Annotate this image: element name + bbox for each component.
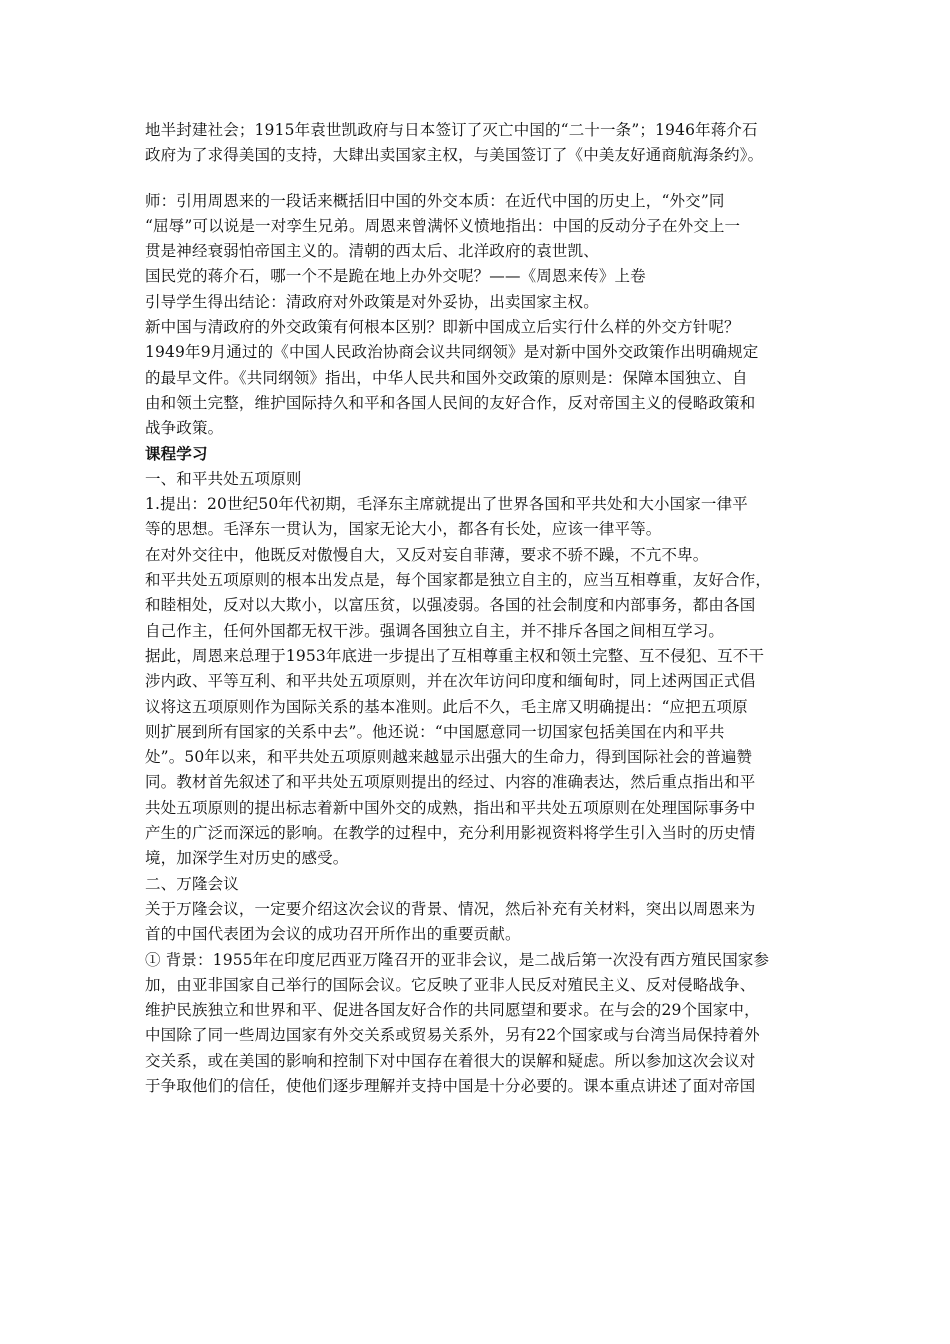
- text-line: ① 背景：1955年在印度尼西亚万隆召开的亚非会议，是二战后第一次没有西方殖民国家参: [145, 950, 770, 969]
- text-line: 境，加深学生对历史的感受。: [145, 849, 349, 868]
- text-line: 产生的广泛而深远的影响。在教学的过程中，充分利用影视资料将学生引入当时的历史情: [145, 824, 756, 843]
- paragraph-block-1: [145, 118, 810, 169]
- text-line: 政府为了求得美国的支持，大肆出卖国家主权，与美国签订了《中美友好通商航海条约》。: [145, 146, 764, 165]
- text-line: 1.提出：20世纪50年代初期，毛泽东主席就提出了世界各国和平共处和大小国家一律平: [145, 495, 748, 514]
- text-line: 据此，周恩来总理于1953年底进一步提出了互相尊重主权和领土完整、互不侵犯、互不干: [145, 646, 765, 665]
- text-line: 则扩展到所有国家的关系中去”。他还说：“中国愿意同一切国家包括美国在内和平共: [145, 722, 725, 741]
- text-line: 在对外交往中，他既反对傲慢自大，又反对妄自菲薄，要求不骄不躁，不亢不卑。: [145, 545, 709, 564]
- text-line: 国民党的蒋介石，哪一个不是跪在地上办外交呢？——《周恩来传》上卷: [145, 267, 646, 286]
- text-line: 同。教材首先叙述了和平共处五项原则提出的经过、内容的准确表达，然后重点指出和平: [145, 773, 756, 792]
- subsection-title: 一、和平共处五项原则: [145, 469, 302, 488]
- text-line: 地半封建社会；1915年袁世凯政府与日本签订了灭亡中国的“二十一条”；1946年蒋介石: [145, 121, 758, 139]
- text-line: 和睦相处，反对以大欺小，以富压贫，以强凌弱。各国的社会制度和内部事务，都由各国: [145, 596, 756, 615]
- text-line: 新中国与清政府的外交政策有何根本区别？即新中国成立后实行什么样的外交方针呢？: [145, 318, 740, 337]
- text-line: 于争取他们的信任，使他们逐步理解并支持中国是十分必要的。课本重点讲述了面对帝国: [145, 1076, 756, 1095]
- subsection-title: 二、万隆会议: [145, 874, 239, 893]
- text-line: 首的中国代表团为会议的成功召开所作出的重要贡献。: [145, 925, 521, 944]
- text-line: 和平共处五项原则的根本出发点是，每个国家都是独立自主的，应当互相尊重，友好合作，: [145, 571, 772, 590]
- section-heading: 课程学习: [145, 444, 208, 463]
- text-line: 处”。50年以来，和平共处五项原则越来越显示出强大的生命力，得到国际社会的普遍赞: [145, 748, 753, 767]
- text-line: 战争政策。: [145, 419, 224, 438]
- text-line: 的最早文件。《共同纲领》指出，中华人民共和国外交政策的原则是：保障本国独立、自: [145, 368, 748, 387]
- text-line: 等的思想。毛泽东一贯认为，国家无论大小，都各有长处，应该一律平等。: [145, 520, 662, 539]
- text-line: 1949年9月通过的《中国人民政治协商会议共同纲领》是对新中国外交政策作出明确规定: [145, 343, 759, 362]
- text-line: 师：引用周恩来的一段话来概括旧中国的外交本质：在近代中国的历史上，“外交”同: [145, 191, 725, 210]
- text-line: 议将这五项原则作为国际关系的基本准则。此后不久，毛主席又明确提出：“应把五项原: [145, 697, 748, 716]
- paragraph-block-2: [145, 189, 810, 442]
- paragraph-block-3: [145, 467, 810, 1099]
- text-line: 共处五项原则的提出标志着新中国外交的成熟，指出和平共处五项原则在处理国际事务中: [145, 798, 756, 817]
- text-line: 加，由亚非国家自己举行的国际会议。它反映了亚非人民反对殖民主义、反对侵略战争、: [145, 975, 756, 994]
- text-line: 关于万隆会议，一定要介绍这次会议的背景、情况，然后补充有关材料，突出以周恩来为: [145, 899, 756, 918]
- text-line: 涉内政、平等互利、和平共处五项原则，并在次年访问印度和缅甸时，同上述两国正式倡: [145, 672, 756, 691]
- text-line: “屈辱”可以说是一对孪生兄弟。周恩来曾满怀义愤地指出：中国的反动分子在外交上一: [145, 216, 741, 235]
- document-page: [145, 118, 810, 1099]
- text-line: 由和领土完整，维护国际持久和平和各国人民间的友好合作，反对帝国主义的侵略政策和: [145, 393, 756, 412]
- text-line: 中国除了同一些周边国家有外交关系或贸易关系外，另有22个国家或与台湾当局保持着外: [145, 1026, 760, 1045]
- text-line: 交关系，或在美国的影响和控制下对中国存在着很大的误解和疑虑。所以参加这次会议对: [145, 1051, 756, 1070]
- paragraph-gap: [145, 169, 810, 189]
- text-line: 维护民族独立和世界和平、促进各国友好合作的共同愿望和要求。在与会的29个国家中，: [145, 1001, 760, 1020]
- text-line: 贯是神经衰弱怕帝国主义的。清朝的西太后、北洋政府的袁世凯、: [145, 242, 599, 261]
- text-line: 自己作主，任何外国都无权干涉。强调各国独立自主，并不排斥各国之间相互学习。: [145, 621, 725, 640]
- text-line: 引导学生得出结论：清政府对外政策是对外妥协，出卖国家主权。: [145, 292, 599, 311]
